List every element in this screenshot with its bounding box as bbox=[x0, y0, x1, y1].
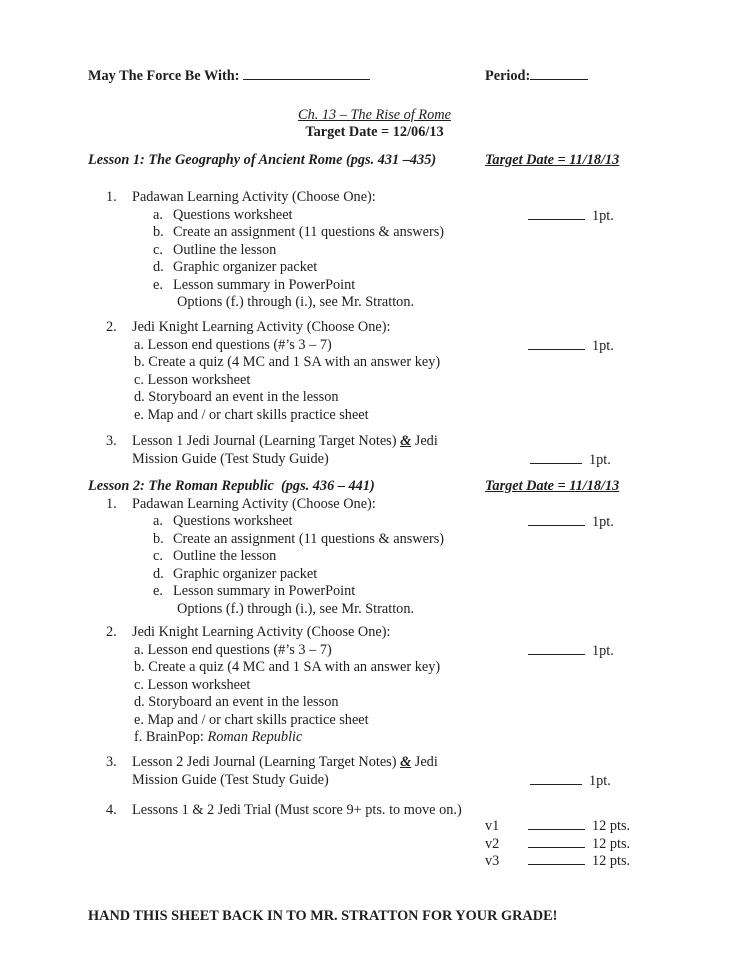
name-blank bbox=[243, 67, 370, 80]
sub-letter: d. bbox=[153, 259, 164, 275]
item-line bbox=[0, 433, 749, 451]
score-row bbox=[528, 337, 614, 355]
sub-line bbox=[0, 277, 749, 295]
sub-letter: a. bbox=[153, 206, 163, 223]
name-field bbox=[88, 67, 370, 86]
sub-letter: c. bbox=[153, 241, 163, 258]
lesson2-heading-row bbox=[0, 478, 749, 496]
item-line bbox=[0, 802, 749, 820]
sub-label: d. Storyboard an event in the lesson bbox=[134, 694, 339, 710]
score-points: 1pt. bbox=[592, 337, 614, 354]
period-blank bbox=[530, 67, 588, 80]
period-field bbox=[485, 67, 588, 86]
trial-version-label: v1 bbox=[485, 818, 500, 834]
lesson1-heading: Lesson 1: The Geography of Ancient Rome (pgs. 431 –435) bbox=[88, 152, 437, 168]
lesson2-target-date: Target Date = 11/18/13 bbox=[485, 478, 620, 494]
sub-line bbox=[0, 207, 749, 225]
item-number: 1. bbox=[106, 189, 117, 205]
period-label: Period: bbox=[485, 68, 531, 84]
options-line bbox=[0, 294, 749, 312]
score-points: 12 pts. bbox=[592, 835, 631, 852]
item-title bbox=[132, 754, 438, 772]
score-row bbox=[528, 642, 614, 660]
brainpop-label bbox=[134, 729, 302, 747]
item-line bbox=[0, 496, 749, 514]
sub-line bbox=[0, 337, 749, 355]
sub-label: Create an assignment (11 questions & answers) bbox=[173, 224, 445, 240]
sub-label: c. Lesson worksheet bbox=[134, 371, 251, 388]
sub-label: Graphic organizer packet bbox=[173, 259, 318, 275]
sub-label: Create an assignment (11 questions & answers) bbox=[173, 530, 445, 547]
sub-line bbox=[0, 677, 749, 695]
sub-line bbox=[0, 642, 749, 660]
chapter-target-row bbox=[0, 124, 749, 142]
chapter-title: Ch. 13 – The Rise of Rome bbox=[298, 107, 451, 123]
sub-label: Outline the lesson bbox=[173, 548, 277, 564]
sub-line bbox=[0, 566, 749, 584]
sub-line bbox=[0, 548, 749, 566]
lesson1-target-date: Target Date = 11/18/13 bbox=[485, 152, 620, 168]
sub-line bbox=[0, 513, 749, 531]
sub-letter: e. bbox=[153, 583, 163, 599]
sub-label: Lesson summary in PowerPoint bbox=[173, 583, 356, 599]
score-blank bbox=[530, 772, 582, 785]
item-title: Jedi Knight Learning Activity (Choose One): bbox=[132, 624, 391, 640]
sub-label: a. Lesson end questions (#’s 3 – 7) bbox=[134, 336, 332, 353]
sub-line bbox=[0, 729, 749, 747]
sub-line bbox=[0, 659, 749, 677]
lesson1-item3 bbox=[0, 433, 749, 468]
options-note: Options (f.) through (i.), see Mr. Stratton. bbox=[177, 294, 415, 310]
score-points: 12 pts. bbox=[592, 818, 631, 834]
item-line bbox=[0, 319, 749, 337]
score-points: 1pt. bbox=[592, 642, 614, 659]
lesson2-item1 bbox=[0, 496, 749, 619]
sub-letter: a. bbox=[153, 513, 163, 529]
item-title bbox=[132, 433, 438, 451]
item-number: 3. bbox=[106, 433, 117, 449]
item-number: 2. bbox=[106, 319, 117, 335]
score-blank bbox=[528, 337, 585, 350]
sub-letter: e. bbox=[153, 276, 163, 293]
item-line bbox=[0, 624, 749, 642]
sub-line bbox=[0, 389, 749, 407]
footer-note: HAND THIS SHEET BACK IN TO MR. STRATTON FOR YOUR GRADE! bbox=[88, 908, 558, 924]
score-blank bbox=[528, 207, 585, 220]
wrap-line bbox=[0, 772, 749, 790]
score-points: 1pt. bbox=[589, 772, 611, 789]
sub-line bbox=[0, 242, 749, 260]
trial-version-label: v2 bbox=[485, 835, 500, 852]
sub-label: Questions worksheet bbox=[173, 206, 293, 223]
item-title: Padawan Learning Activity (Choose One): bbox=[132, 189, 376, 205]
mission-line: Mission Guide (Test Study Guide) bbox=[132, 771, 329, 788]
item-number: 1. bbox=[106, 495, 117, 512]
journal-text: Jedi bbox=[411, 754, 438, 770]
score-blank bbox=[528, 852, 585, 865]
journal-text: Jedi bbox=[411, 433, 438, 449]
score-row bbox=[530, 772, 611, 790]
lesson2-item4 bbox=[0, 802, 749, 820]
mission-line: Mission Guide (Test Study Guide) bbox=[132, 450, 329, 467]
sub-label: b. Create a quiz (4 MC and 1 SA with an answer key) bbox=[134, 659, 441, 675]
lesson2-item3 bbox=[0, 754, 749, 789]
score-row bbox=[530, 451, 611, 469]
item-number: 2. bbox=[106, 624, 117, 640]
sub-line bbox=[0, 259, 749, 277]
sub-label: e. Map and / or chart skills practice sheet bbox=[134, 711, 369, 728]
sub-label: Outline the lesson bbox=[173, 241, 277, 258]
trial-version-label: v3 bbox=[485, 853, 500, 869]
lesson1-heading-row bbox=[0, 152, 749, 170]
header-row bbox=[0, 67, 749, 85]
score-blank bbox=[528, 642, 585, 655]
sub-letter: d. bbox=[153, 565, 164, 582]
sub-line bbox=[0, 583, 749, 601]
score-row bbox=[528, 513, 614, 531]
sub-line bbox=[0, 694, 749, 712]
score-points: 1pt. bbox=[592, 514, 614, 530]
footer-row bbox=[0, 908, 749, 926]
sub-label: Lesson summary in PowerPoint bbox=[173, 276, 356, 293]
brainpop-topic: Roman Republic bbox=[207, 729, 303, 745]
chapter-target-date: Target Date = 12/06/13 bbox=[305, 123, 444, 140]
score-blank bbox=[528, 513, 585, 526]
sub-line bbox=[0, 354, 749, 372]
item-number: 4. bbox=[106, 802, 117, 818]
score-points: 12 pts. bbox=[592, 853, 631, 869]
brainpop-prefix: f. BrainPop: bbox=[134, 729, 208, 745]
item-title: Lessons 1 & 2 Jedi Trial (Must score 9+ pts. to move on.) bbox=[132, 802, 462, 818]
sub-label: Graphic organizer packet bbox=[173, 565, 318, 582]
sub-line bbox=[0, 224, 749, 242]
ampersand: & bbox=[400, 754, 412, 770]
ampersand: & bbox=[400, 433, 412, 449]
sub-line bbox=[0, 407, 749, 425]
name-label: May The Force Be With: bbox=[88, 68, 244, 84]
sub-label: b. Create a quiz (4 MC and 1 SA with an answer key) bbox=[134, 354, 441, 370]
score-blank bbox=[528, 817, 585, 830]
sub-line bbox=[0, 531, 749, 549]
sub-line bbox=[0, 712, 749, 730]
lesson2-heading: Lesson 2: The Roman Republic (pgs. 436 – 441) bbox=[88, 478, 375, 494]
chapter-title-row bbox=[0, 107, 749, 125]
item-number: 3. bbox=[106, 754, 117, 770]
item-line bbox=[0, 189, 749, 207]
sub-letter: c. bbox=[153, 548, 163, 564]
journal-text: Lesson 1 Jedi Journal (Learning Target Notes) bbox=[132, 433, 401, 449]
lesson2-item2 bbox=[0, 624, 749, 747]
options-note: Options (f.) through (i.), see Mr. Stratton. bbox=[177, 600, 415, 617]
lesson1-item1 bbox=[0, 189, 749, 312]
item-title: Jedi Knight Learning Activity (Choose One): bbox=[132, 319, 391, 335]
sub-letter: b. bbox=[153, 530, 164, 547]
trial-score-row bbox=[485, 817, 630, 835]
sub-label: d. Storyboard an event in the lesson bbox=[134, 389, 339, 405]
sub-label: c. Lesson worksheet bbox=[134, 676, 251, 693]
trial-score-row bbox=[485, 852, 630, 870]
sub-line bbox=[0, 372, 749, 390]
score-blank bbox=[528, 835, 585, 848]
sub-label: a. Lesson end questions (#’s 3 – 7) bbox=[134, 641, 332, 658]
item-title: Padawan Learning Activity (Choose One): bbox=[132, 495, 376, 512]
options-line bbox=[0, 601, 749, 619]
lesson1-item2 bbox=[0, 319, 749, 424]
score-row bbox=[528, 207, 614, 225]
trial-score-row bbox=[485, 835, 630, 853]
item-line bbox=[0, 754, 749, 772]
sub-label: Questions worksheet bbox=[173, 513, 293, 529]
score-points: 1pt. bbox=[592, 207, 614, 224]
score-points: 1pt. bbox=[589, 451, 611, 468]
sub-label: e. Map and / or chart skills practice sheet bbox=[134, 406, 369, 423]
score-blank bbox=[530, 451, 582, 464]
wrap-line bbox=[0, 451, 749, 469]
sub-letter: b. bbox=[153, 224, 164, 240]
journal-text: Lesson 2 Jedi Journal (Learning Target Notes) bbox=[132, 754, 401, 770]
